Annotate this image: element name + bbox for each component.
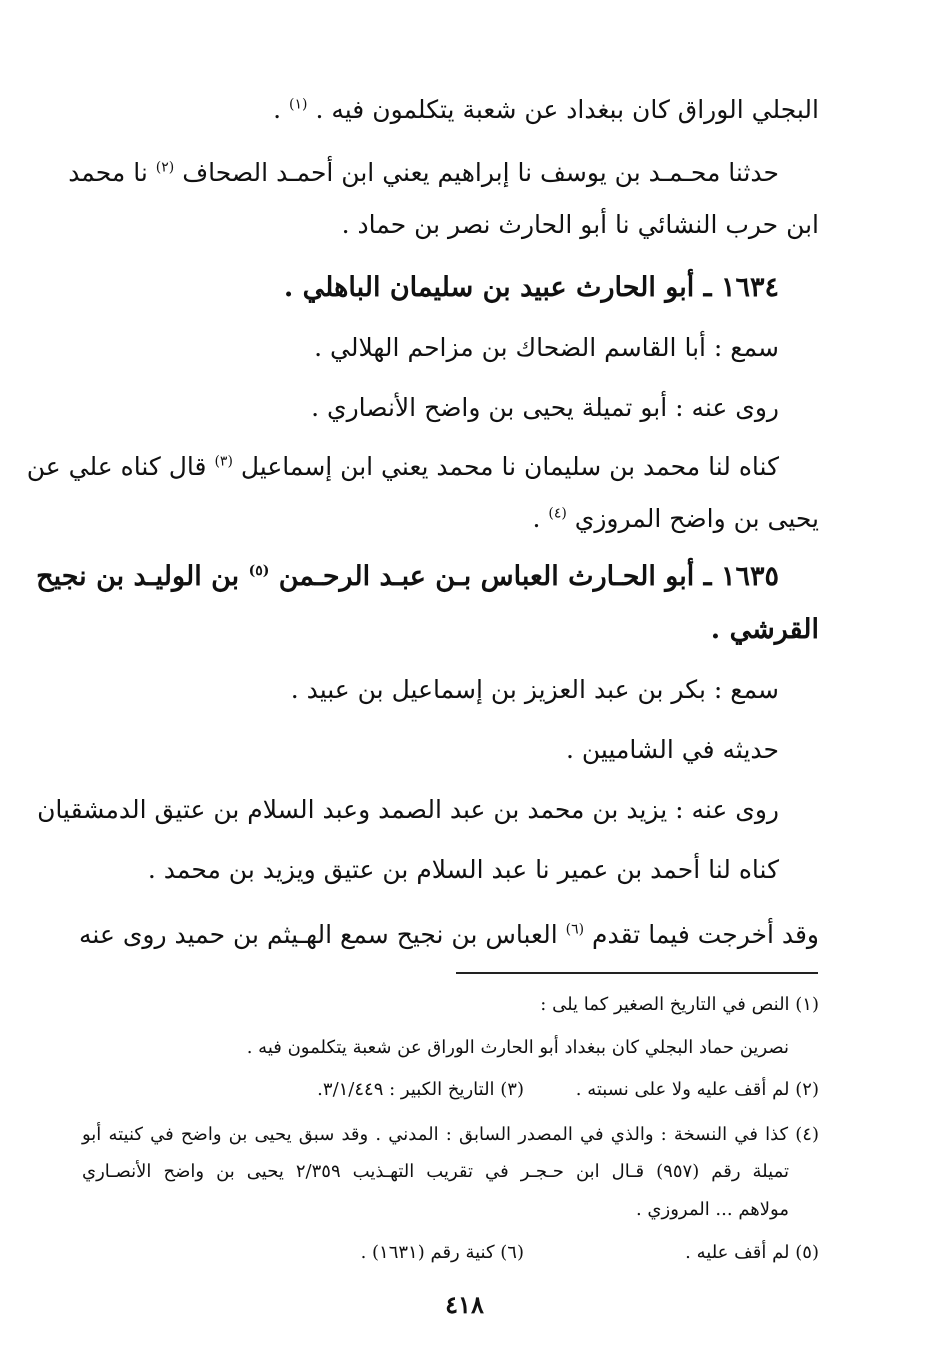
footnote-ref-2: (٢) [155, 159, 175, 176]
footnote-ref-6: (٦) [565, 921, 585, 938]
footnote-4: (٤) كذا في النسخة : والذي في المصدر السابق : المدني . وقد سبق يحيى بن واضح في كنيته أبو [82, 1124, 819, 1145]
text-line-12: حديثه في الشاميين . [565, 735, 779, 764]
line-text: حدثنا محـمـد بن يوسف نا إبراهيم يعني ابن أحمـد الصحاف [182, 158, 779, 187]
footnote-1: (١) النص في التاريخ الصغير كما يلى : [540, 994, 819, 1015]
footnote-3: (٣) التاريخ الكبير : ٣/١/٤٤٩. [317, 1079, 524, 1100]
line-text: يحيى بن واضح المروزي [574, 504, 819, 533]
entry-heading-1635 [36, 557, 779, 597]
line-text: قال كناه علي عن [26, 452, 207, 481]
footnote-4-end: مولاهم ... المروزي . [635, 1199, 789, 1220]
entry-text: بن الوليـد بن نجيح [36, 561, 240, 592]
line-end: . [273, 95, 282, 124]
text-line-6: روى عنه : أبو تميلة يحيى بن واضح الأنصاري . [311, 393, 779, 422]
text-line-2 [68, 153, 779, 193]
footnote-6: (٦) كنية رقم (١٦٣١) . [360, 1242, 524, 1263]
text-line-3: ابن حرب النشائي نا أبو الحارث نصر بن حماد . [341, 210, 819, 239]
footnote-ref-3: (٣) [214, 453, 233, 470]
text-line-14: كناه لنا أحمد بن عمير نا عبد السلام بن عتيق ويزيد بن محمد . [147, 855, 779, 884]
footnote-2: (٢) لم أقف عليه ولا على نسبته . [575, 1079, 819, 1100]
page-number: ٤١٨ [445, 1290, 484, 1319]
text-line-5: سمع : أبا القاسم الضحاك بن مزاحم الهلالي . [314, 333, 779, 362]
text-line-11: سمع : بكر بن عبد العزيز بن إسماعيل بن عبيد . [290, 675, 779, 704]
footnote-ref-1: (١) [289, 96, 308, 113]
footnote-5: (٥) لم أقف عليه . [685, 1242, 819, 1263]
text-line-1 [273, 90, 819, 130]
footnote-separator [456, 972, 818, 974]
line-text: نا محمد [68, 158, 148, 187]
footnote-1-text: نصرين حماد البجلي كان ببغداد أبو الحارث الوراق عن شعبة يتكلمون فيه . [246, 1037, 789, 1058]
footnote-ref-5: (٥) [248, 563, 270, 579]
entry-heading-1634: ١٦٣٤ ـ أبو الحارث عبيد بن سليمان الباهلي . [283, 272, 779, 303]
line-text: العباس بن نجيح سمع الهـيثم بن حميد روى عنه [79, 920, 558, 949]
text-line-7 [26, 447, 779, 487]
line-text: وقد أخرجت فيما تقدم [592, 920, 819, 949]
line-end: . [532, 504, 541, 533]
line-text: كناه لنا محمد بن سليمان نا محمد يعني ابن إسماعيل [240, 452, 779, 481]
text-line-15 [79, 915, 819, 955]
text-line-8 [532, 499, 819, 539]
entry-text: ١٦٣٥ ـ أبو الحـارث العباس بـن عبـد الرحـمن [278, 561, 779, 592]
footnote-ref-4: (٤) [548, 505, 567, 522]
line-text: البجلي الوراق كان ببغداد عن شعبة يتكلمون فيه . [315, 95, 819, 124]
text-line-13: روى عنه : يزيد بن محمد بن عبد الصمد وعبد السلام بن عتيق الدمشقيان [37, 795, 779, 824]
entry-heading-1635-cont: القرشي . [710, 614, 819, 645]
footnote-4-cont: تميلة رقم (٩٥٧) قـال ابن حـجـر في تقريب التهـذيب ٢/٣٥٩ يحيى بن واضح الأنصـاري [82, 1161, 789, 1182]
